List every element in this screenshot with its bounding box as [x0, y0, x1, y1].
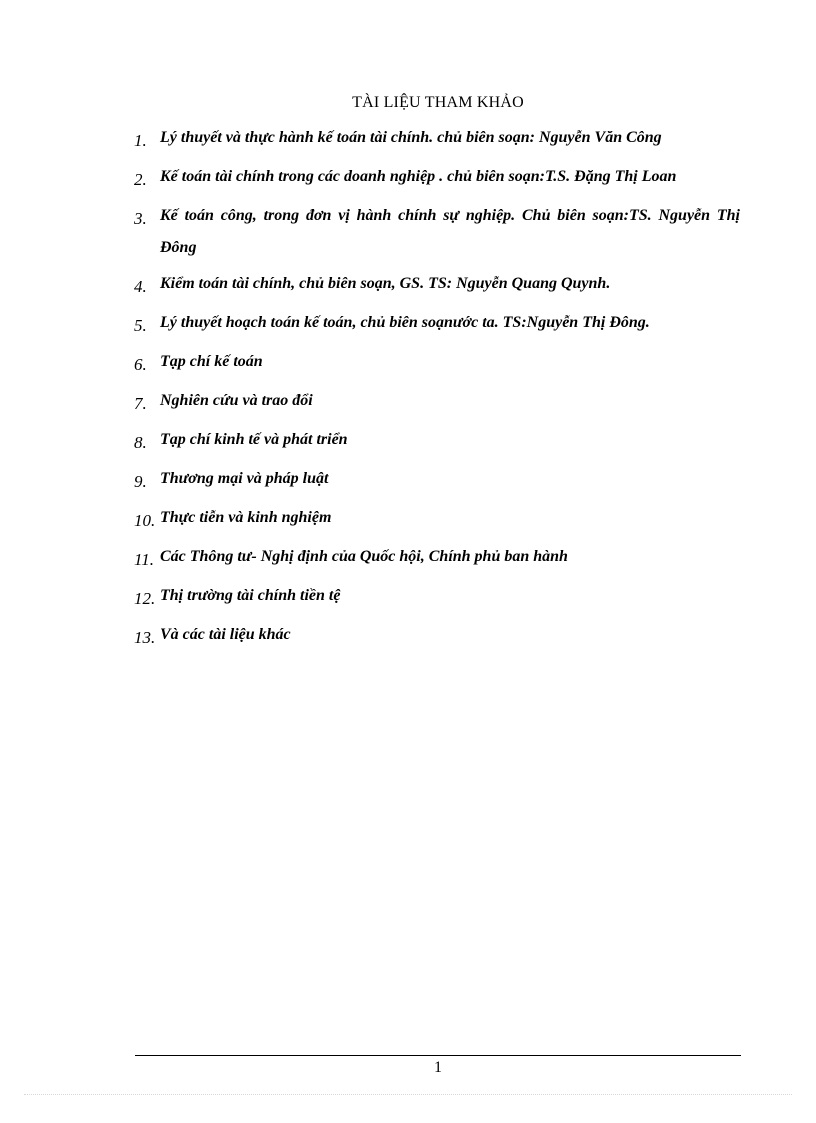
reference-number: 12.: [134, 589, 156, 608]
reference-item: [134, 424, 740, 459]
reference-text: Thực tiễn và kinh nghiệm: [160, 509, 332, 526]
reference-item: [134, 200, 740, 264]
page-number: 1: [434, 1059, 442, 1076]
reference-number: 5.: [134, 316, 147, 335]
reference-text: Tạp chí kế toán: [160, 353, 263, 370]
reference-item: [134, 580, 740, 615]
reference-item: [134, 122, 740, 157]
footer-divider: [135, 1055, 741, 1056]
reference-list: [134, 122, 740, 658]
reference-text: Và các tài liệu khác: [160, 626, 291, 643]
reference-item: [134, 268, 740, 303]
reference-number: 1.: [134, 131, 147, 150]
reference-item: [134, 541, 740, 576]
reference-number: 13.: [134, 628, 156, 647]
reference-number: 2.: [134, 170, 147, 189]
reference-number: 4.: [134, 277, 147, 296]
reference-text: Thương mại và pháp luật: [160, 470, 329, 487]
reference-number: 9.: [134, 472, 147, 491]
reference-number: 3.: [134, 209, 147, 228]
reference-item: [134, 346, 740, 381]
reference-item: [134, 307, 740, 342]
reference-text: Tạp chí kinh tế và phát triển: [160, 431, 348, 448]
reference-item: [134, 385, 740, 420]
reference-number: 11.: [134, 550, 154, 569]
reference-text: Lý thuyết và thực hành kế toán tài chính. chủ biên soạn: Nguyễn Văn Công: [160, 129, 662, 146]
reference-text: Kế toán tài chính trong các doanh nghiệp . chủ biên soạn:T.S. Đặng Thị Loan: [160, 168, 677, 185]
reference-item: [134, 619, 740, 654]
reference-text: Các Thông tư- Nghị định của Quốc hội, Chính phủ ban hành: [160, 548, 568, 565]
reference-number: 10.: [134, 511, 156, 530]
reference-number: 7.: [134, 394, 147, 413]
reference-item: [134, 502, 740, 537]
reference-text: Lý thuyết hoạch toán kế toán, chủ biên soạnước ta. TS:Nguyễn Thị Đông.: [160, 314, 650, 331]
reference-text: Kế toán công, trong đơn vị hành chính sự nghiệp. Chủ biên soạn:TS. Nguyễn Thị Đông: [160, 207, 740, 256]
reference-number: 8.: [134, 433, 147, 452]
page-title: TÀI LIỆU THAM KHẢO: [352, 94, 524, 111]
reference-item: [134, 161, 740, 196]
reference-text: Thị trường tài chính tiền tệ: [160, 587, 341, 604]
reference-text: Kiểm toán tài chính, chủ biên soạn, GS. TS: Nguyễn Quang Quynh.: [160, 275, 611, 292]
reference-text: Nghiên cứu và trao đổi: [160, 392, 313, 409]
reference-number: 6.: [134, 355, 147, 374]
reference-item: [134, 463, 740, 498]
page-bottom-dotted-rule: [24, 1094, 792, 1095]
